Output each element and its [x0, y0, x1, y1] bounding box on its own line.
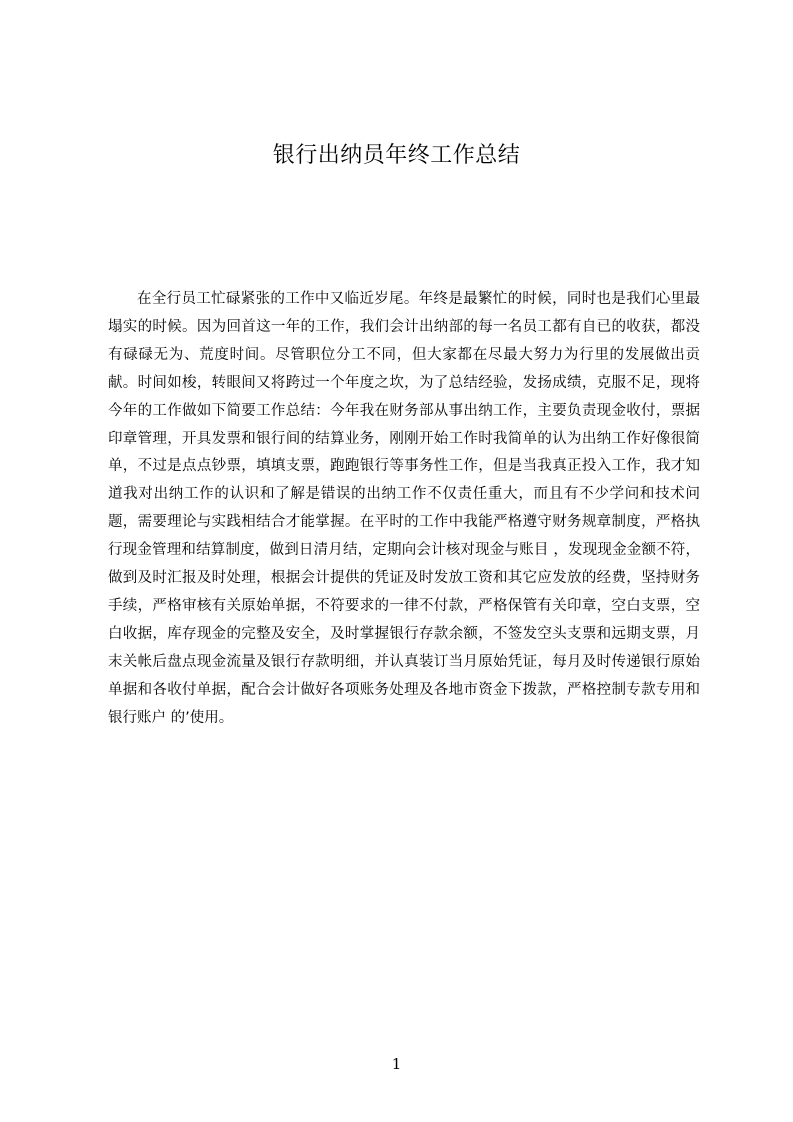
page-number: 1: [391, 1055, 402, 1073]
body-paragraph: 在全行员工忙碌紧张的工作中又临近岁尾。年终是最繁忙的时候，同时也是我们心里最塌实的时候。因为回首这一年的工作，我们会计出纳部的每一名员工都有自已的收获，都没有碌碌无为、荒度时间。尽管职位分工不同，但大家都在尽最大努力为行里的发展做出贡献。时间如梭，转眼间又将跨过一个年度之坎，为了总结经验，发扬成绩，克服不足，现将今年的工作做如下简要工作总结：今年我在财务部从事出纳工作，主要负责现金收付，票据印章管理，开具发票和银行间的结算业务，刚刚开始工作时我简单的认为出纳工作好像很简单，不过是点点钞票，填填支票，跑跑银行等事务性工作，但是当我真正投入工作，我才知道我对出纳工作的认识和了解是错误的出纳工作不仅责任重大，而且有不少学问和技术问题，需要理论与实践相结合才能掌握。在平时的工作中我能严格遵守财务规章制度，严格执行现金管理和结算制度，做到日清月结，定期向会计核对现金与账目 ，发现现金金额不符，做到及时汇报及时处理，根据会计提供的凭证及时发放工资和其它应发放的经费，坚持财务手续，严格审核有关原始单据，不符要求的一律不付款，严格保管有关印章，空白支票，空白收据，库存现金的完整及安全，及时掌握银行存款余额，不签发空头支票和远期支票，月末关帐后盘点现金流量及银行存款明细，并认真装订当月原始凭证，每月及时传递银行原始单据和各收付单据，配合会计做好各项账务处理及各地市资金下拨款，严格控制专款专用和银行账户 的’使用。: [108, 291, 700, 726]
document-title: 银行出纳员年终工作总结: [272, 143, 521, 168]
